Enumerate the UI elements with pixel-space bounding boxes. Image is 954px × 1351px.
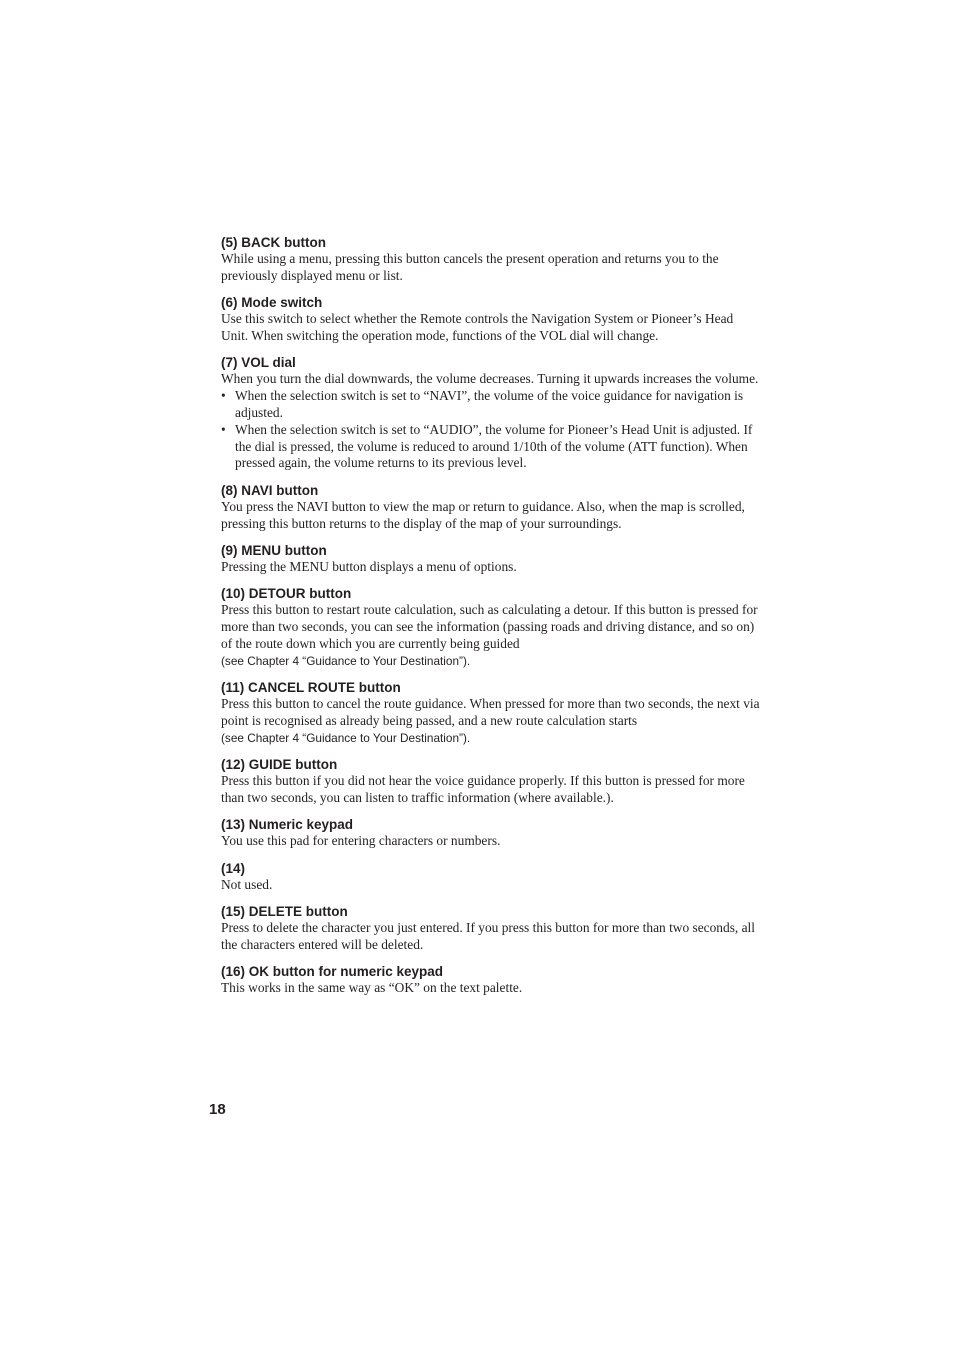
section bbox=[221, 585, 761, 669]
section bbox=[221, 679, 761, 746]
section bbox=[221, 860, 761, 894]
section-heading: (13) Numeric keypad bbox=[221, 817, 354, 833]
section-body: You press the NAVI button to view the map or return to guidance. Also, when the map is scrolled, pressing this button returns to the display of the map of your surroundings. bbox=[221, 498, 745, 531]
section-body: When you turn the dial downwards, the volume decreases. Turning it upwards increases the volume. bbox=[221, 371, 759, 387]
section-heading: (16) OK button for numeric keypad bbox=[221, 964, 444, 980]
manual-content bbox=[221, 234, 761, 1007]
page-number: 18 bbox=[209, 1101, 226, 1118]
section-heading: (7) VOL dial bbox=[221, 355, 296, 371]
section-heading: (10) DETOUR button bbox=[221, 586, 352, 602]
section-body: You use this pad for entering characters or numbers. bbox=[221, 833, 501, 849]
section bbox=[221, 294, 761, 345]
bullet-item: • When the selection switch is set to “NAVI”, the volume of the voice guidance for navigation is adjusted. bbox=[221, 388, 761, 422]
section bbox=[221, 903, 761, 954]
section-heading: (9) MENU button bbox=[221, 542, 327, 558]
section-body: Press to delete the character you just entered. If you press this button for more than two seconds, all the characters entered will be deleted. bbox=[221, 920, 755, 952]
section-body: Press this button if you did not hear the voice guidance properly. If this button is pressed for more than two seconds, you can listen to traffic information (where available.). bbox=[221, 773, 745, 805]
section bbox=[221, 354, 761, 472]
section bbox=[221, 234, 761, 285]
section bbox=[221, 482, 761, 533]
section-body: Not used. bbox=[221, 876, 273, 892]
bullet-list bbox=[221, 388, 761, 472]
section-body: Use this switch to select whether the Remote controls the Navigation System or Pioneer’s Head Unit. When switching the operation mode, functions of the VOL dial will change. bbox=[221, 311, 734, 343]
section-body: Pressing the MENU button displays a menu of options. bbox=[221, 558, 517, 574]
section-heading: (14) bbox=[221, 860, 246, 876]
section bbox=[221, 816, 761, 850]
section-heading: (15) DELETE button bbox=[221, 904, 348, 920]
section-body: While using a menu, pressing this button cancels the present operation and returns you to the previously displayed menu or list. bbox=[221, 251, 719, 283]
section bbox=[221, 963, 761, 997]
section-heading: (8) NAVI button bbox=[221, 482, 319, 498]
section-heading: (6) Mode switch bbox=[221, 295, 323, 311]
section-heading: (11) CANCEL ROUTE button bbox=[221, 680, 401, 696]
section-body: This works in the same way as “OK” on the text palette. bbox=[221, 980, 523, 996]
section bbox=[221, 756, 761, 807]
section-heading: (5) BACK button bbox=[221, 235, 326, 250]
bullet-item: • When the selection switch is set to “AUDIO”, the volume for Pioneer’s Head Unit is adjusted. If the dial is pressed, the volume is reduced to around 1/10th of the volume (ATT function). When pressed again, the volume returns to its previous level. bbox=[221, 422, 761, 472]
section-body: Press this button to cancel the route guidance. When pressed for more than two seconds, the next via point is recognised as already being passed, and a new route calculation starts bbox=[221, 696, 760, 728]
section-heading: (12) GUIDE button bbox=[221, 757, 338, 773]
chapter-reference: (see Chapter 4 “Guidance to Your Destination”). bbox=[221, 730, 471, 745]
section-body: Press this button to restart route calculation, such as calculating a detour. If this button is pressed for more than two seconds, you can see the information (passing roads and driving distance, and so on) of the route down which you are currently being guided bbox=[221, 602, 758, 651]
chapter-reference: (see Chapter 4 “Guidance to Your Destination”). bbox=[221, 653, 471, 668]
section bbox=[221, 542, 761, 576]
